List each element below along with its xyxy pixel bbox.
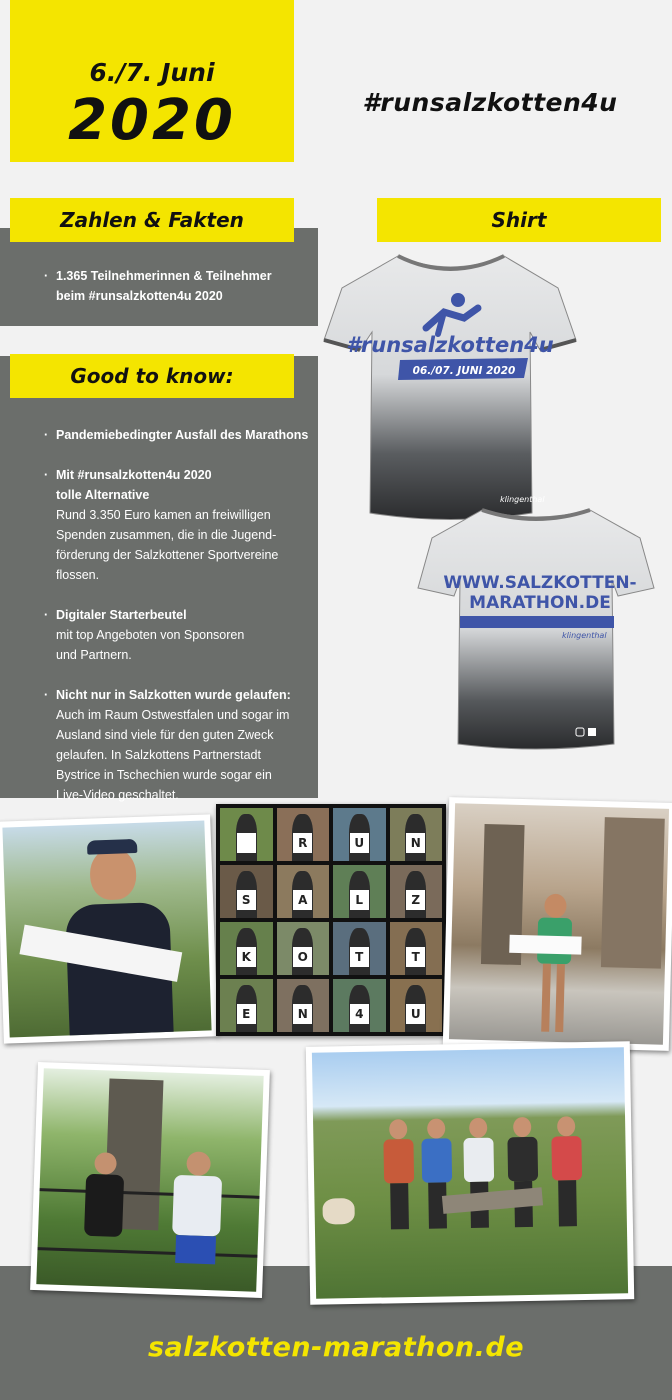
collage-letter: U xyxy=(350,833,369,852)
person-head xyxy=(389,1119,407,1139)
gtk-item-4 xyxy=(44,685,312,805)
good-to-know-list xyxy=(44,425,312,825)
collage-tile xyxy=(277,808,330,861)
website-url[interactable]: salzkotten-marathon.de xyxy=(147,1332,525,1363)
shirt-front-date: 06./07. JUNI 2020 xyxy=(412,365,516,377)
photo-bridge-runner xyxy=(443,797,672,1051)
collage-letter: S xyxy=(237,890,256,909)
shirt-front-brand: klingenthal xyxy=(500,495,545,504)
gtk-line: Auch im Raum Ostwestfalen und sogar im xyxy=(56,708,290,722)
shirt-front-hashtag: #runsalzkotten4u xyxy=(346,333,554,357)
collage-letter: T xyxy=(406,947,425,966)
facts-line-1: 1.365 Teilnehmerinnen & Teilnehmer xyxy=(56,269,272,283)
photo-collage xyxy=(216,804,446,1036)
person-body xyxy=(383,1139,414,1184)
shirt-back-image xyxy=(412,504,660,754)
facts-item xyxy=(44,266,304,306)
gtk-line: Spenden zusammen, die in die Jugend- xyxy=(56,528,277,542)
gtk-line: und Partnern. xyxy=(56,648,132,662)
person-leg xyxy=(555,964,565,1032)
person-head xyxy=(427,1118,445,1138)
collage-letter: N xyxy=(406,833,425,852)
person-legs xyxy=(390,1183,409,1229)
facts-list xyxy=(44,266,304,306)
event-date: 6./7. Juni xyxy=(89,58,215,87)
facts-header: Zahlen & Fakten xyxy=(10,198,294,242)
gtk-item-1 xyxy=(44,425,312,445)
gtk-line: förderung der Salzkottener Sportvereine xyxy=(56,548,279,562)
collage-tile xyxy=(390,979,443,1032)
collage-letter: O xyxy=(293,947,312,966)
photo-runner-sign xyxy=(0,814,218,1043)
gtk-item-3 xyxy=(44,605,312,665)
collage-tile xyxy=(277,865,330,918)
collage-tile xyxy=(220,865,273,918)
gtk-line: gelaufen. In Salzkottens Partnerstadt xyxy=(56,748,261,762)
collage-tile xyxy=(333,808,386,861)
collage-tile xyxy=(220,922,273,975)
person-leg xyxy=(541,964,551,1032)
gtk-item-2 xyxy=(44,465,312,585)
collage-tile xyxy=(220,808,273,861)
gtk-line: Nicht nur in Salzkotten wurde gelaufen: xyxy=(56,688,291,702)
gtk-line: mit top Angeboten von Sponsoren xyxy=(56,628,245,642)
shirt-front-image xyxy=(318,248,583,523)
person-body xyxy=(551,1136,582,1181)
collage-letter: K xyxy=(237,947,256,966)
person-body xyxy=(507,1137,538,1182)
gtk-line: Live-Video geschaltet. xyxy=(56,788,179,802)
event-year: 2020 xyxy=(68,88,236,153)
group-people xyxy=(312,1047,628,1298)
person-head xyxy=(186,1151,211,1176)
collage-tile xyxy=(277,922,330,975)
collage-tile xyxy=(390,808,443,861)
collage-letter: A xyxy=(293,890,312,909)
bridge-wall xyxy=(601,817,665,969)
shirt-back-line2: MARATHON.DE xyxy=(469,593,611,613)
gtk-line: Bystrice in Tschechien wurde sogar ein xyxy=(56,768,272,782)
paper-sign xyxy=(509,935,581,955)
date-box xyxy=(10,0,294,162)
person-body xyxy=(421,1138,452,1183)
shirt-back-brand: klingenthal xyxy=(562,631,607,640)
collage-tile xyxy=(333,865,386,918)
person-head xyxy=(469,1118,487,1138)
good-to-know-header: Good to know: xyxy=(10,354,294,398)
collage-letter xyxy=(237,833,256,852)
collage-letter: L xyxy=(350,890,369,909)
panel-divider xyxy=(0,326,318,356)
gtk-line: Ausland sind viele für den guten Zweck xyxy=(56,728,274,742)
facebook-icon xyxy=(588,728,596,736)
collage-tile xyxy=(277,979,330,1032)
gtk-line: tolle Alternative xyxy=(56,488,150,502)
collage-tile xyxy=(390,865,443,918)
photo-group-field xyxy=(306,1041,634,1305)
gtk-line: Mit #runsalzkotten4u 2020 xyxy=(56,468,212,482)
hashtag-title: #runsalzkotten4u xyxy=(362,88,618,117)
person-head xyxy=(544,894,567,919)
person-head xyxy=(557,1116,575,1136)
person-body xyxy=(84,1174,124,1237)
collage-letter: U xyxy=(406,1004,425,1023)
person-head xyxy=(513,1117,531,1137)
shirt-back-line1: WWW.SALZKOTTEN- xyxy=(443,573,637,593)
collage-tile xyxy=(333,922,386,975)
collage-letter: R xyxy=(293,833,312,852)
gtk-line: Rund 3.350 Euro kamen an freiwilligen xyxy=(56,508,271,522)
person-body xyxy=(172,1175,222,1237)
photo-monument xyxy=(30,1062,270,1298)
gtk-line: Digitaler Starterbeutel xyxy=(56,608,187,622)
gtk-line: Pandemiebedingter Ausfall des Marathons xyxy=(56,428,309,442)
collage-grid xyxy=(220,808,442,1032)
collage-letter: Z xyxy=(406,890,425,909)
collage-tile xyxy=(333,979,386,1032)
person-cap xyxy=(87,839,137,855)
collage-letter: N xyxy=(293,1004,312,1023)
person-head xyxy=(89,847,137,901)
person-shorts xyxy=(175,1235,216,1264)
person-body xyxy=(463,1138,494,1183)
person-legs xyxy=(558,1180,577,1226)
dog xyxy=(322,1198,354,1225)
collage-letter: T xyxy=(350,947,369,966)
collage-letter: E xyxy=(237,1004,256,1023)
collage-letter: 4 xyxy=(350,1004,369,1023)
shirt-header: Shirt xyxy=(377,198,661,242)
collage-tile xyxy=(220,979,273,1032)
collage-tile xyxy=(390,922,443,975)
facts-line-2: beim #runsalzkotten4u 2020 xyxy=(56,289,223,303)
iron-fence xyxy=(37,1188,259,1258)
gtk-line: flossen. xyxy=(56,568,100,582)
